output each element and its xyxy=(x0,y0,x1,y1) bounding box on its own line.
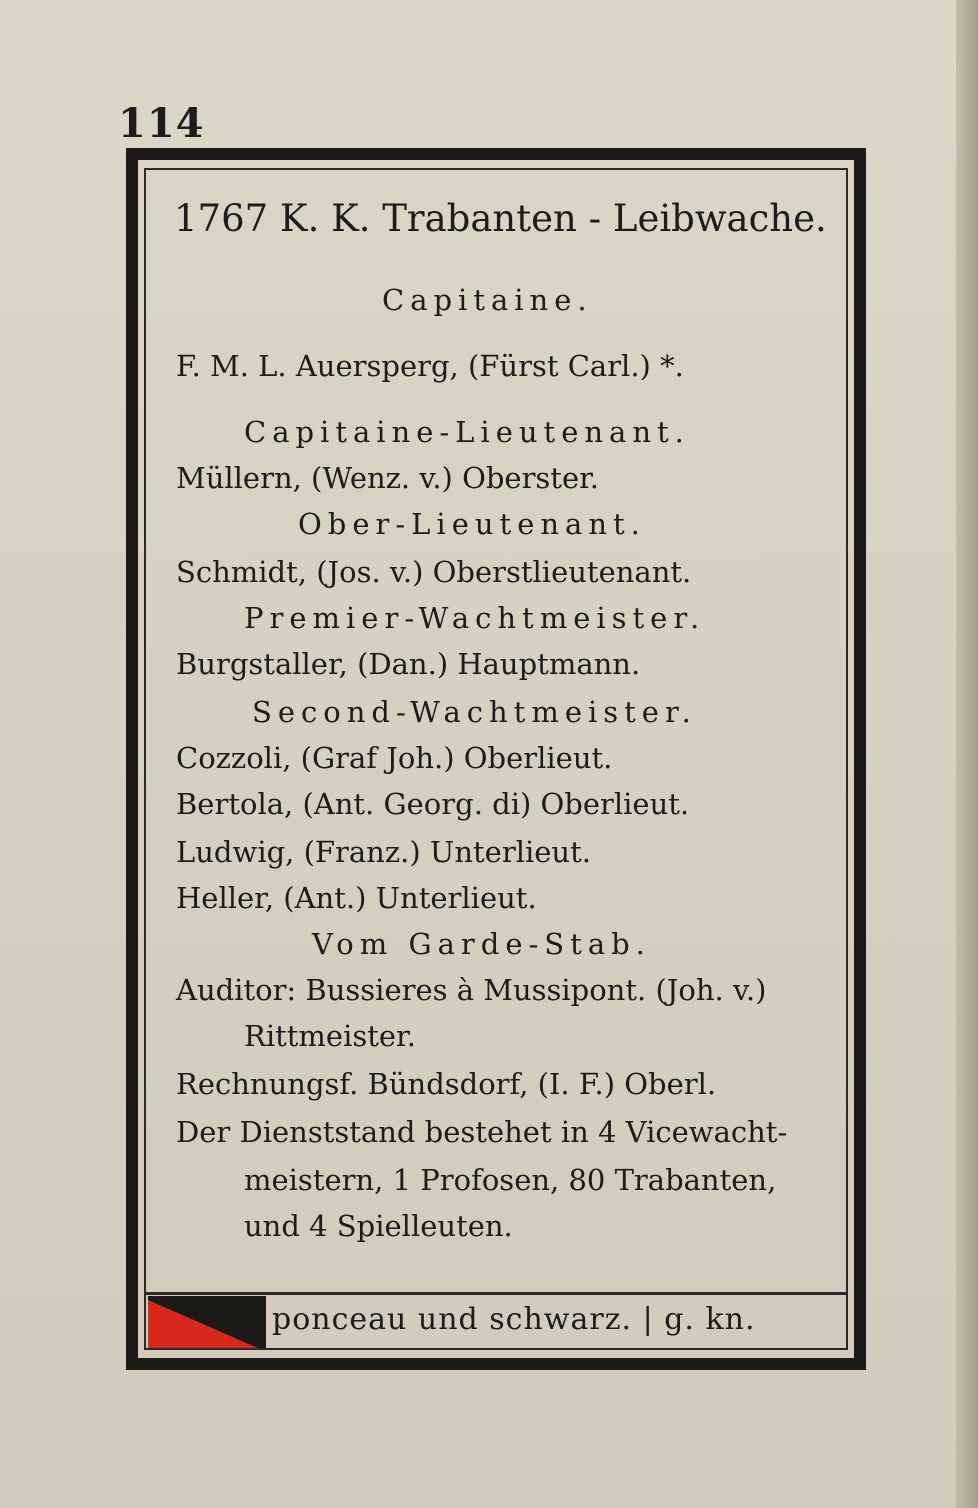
service-strength-line-1: Der Dienststand bestehet in 4 Vicewacht- xyxy=(176,1115,788,1149)
service-strength-line-2: meistern, 1 Profosen, 80 Trabanten, xyxy=(244,1163,777,1197)
uniform-colors-caption: ponceau und schwarz. | g. kn. xyxy=(272,1302,756,1337)
section-heading-second-wachtmeister: Second-Wachtmeister. xyxy=(252,695,697,729)
entry-heller: Heller, (Ant.) Unterlieut. xyxy=(176,881,537,915)
page-number: 114 xyxy=(118,100,205,147)
section-heading-garde-stab: Vom Garde-Stab. xyxy=(312,927,651,961)
entry-bertola: Bertola, (Ant. Georg. di) Oberlieut. xyxy=(176,787,690,821)
book-spine-shadow xyxy=(956,0,978,1508)
entry-cozzoli: Cozzoli, (Graf Joh.) Oberlieut. xyxy=(176,741,613,775)
entry-auditor-rank: Rittmeister. xyxy=(244,1019,416,1053)
entry-muellern: Müllern, (Wenz. v.) Oberster. xyxy=(176,461,600,495)
entry-schmidt: Schmidt, (Jos. v.) Oberstlieutenant. xyxy=(176,555,692,589)
section-heading-ober-lieutenant: Ober-Lieutenant. xyxy=(298,507,646,541)
entry-rechnungsfuehrer: Rechnungsf. Bündsdorf, (I. F.) Oberl. xyxy=(176,1067,717,1101)
section-heading-premier-wachtmeister: Premier-Wachtmeister. xyxy=(244,601,706,635)
uniform-color-swatch xyxy=(148,1296,266,1348)
section-heading-capitaine: Capitaine. xyxy=(382,283,593,317)
section-heading-capitaine-lieutenant: Capitaine-Lieutenant. xyxy=(244,415,690,449)
page-title: 1767 K. K. Trabanten - Leibwache. xyxy=(174,197,827,240)
entry-ludwig: Ludwig, (Franz.) Unterlieut. xyxy=(176,835,591,869)
entry-auersperg: F. M. L. Auersperg, (Fürst Carl.) *. xyxy=(176,349,684,383)
footer-divider xyxy=(144,1292,848,1295)
entry-burgstaller: Burgstaller, (Dan.) Hauptmann. xyxy=(176,647,641,681)
service-strength-line-3: und 4 Spielleuten. xyxy=(244,1209,513,1243)
entry-auditor: Auditor: Bussieres à Mussipont. (Joh. v.) xyxy=(176,973,767,1007)
